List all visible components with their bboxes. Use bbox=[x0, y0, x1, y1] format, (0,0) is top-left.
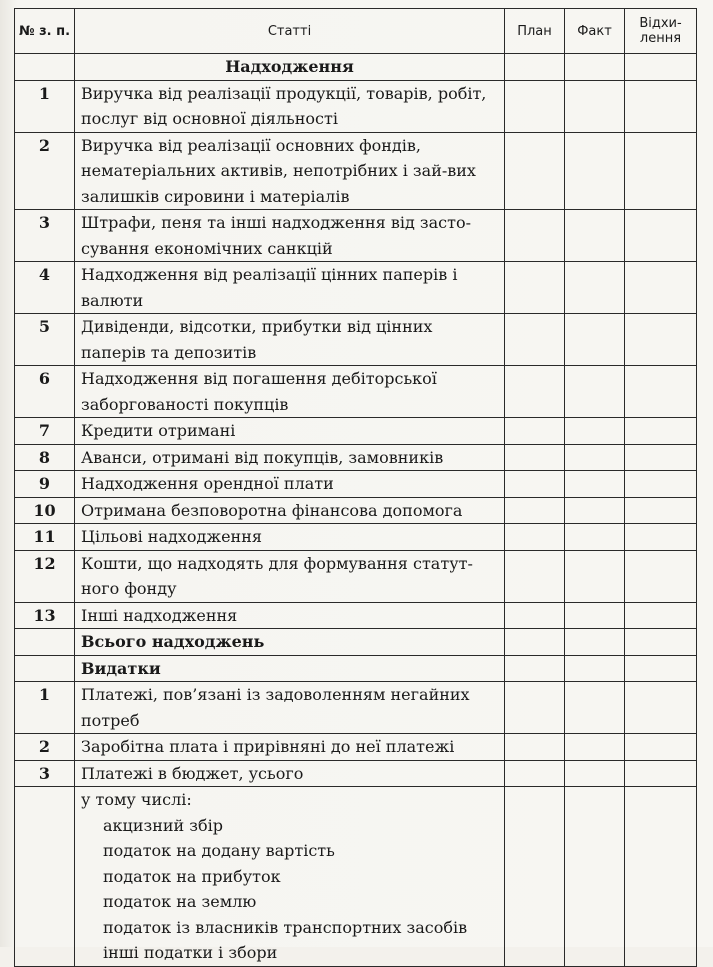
expense-row bbox=[15, 734, 697, 761]
income-row bbox=[15, 314, 697, 366]
income-deviation-cell bbox=[625, 524, 697, 551]
header-number: № з. п. bbox=[15, 9, 75, 54]
income-plan-cell bbox=[505, 524, 565, 551]
row-item-text: Кошти, що надходять для формування статут-ного фонду bbox=[75, 550, 505, 602]
total-row-income bbox=[15, 629, 697, 656]
header-fact: Факт bbox=[565, 9, 625, 54]
income-deviation-cell bbox=[625, 444, 697, 471]
income-plan-cell bbox=[505, 262, 565, 314]
row-number: 3 bbox=[15, 760, 75, 787]
income-deviation-cell bbox=[625, 418, 697, 445]
tax-item: податок на додану вартість bbox=[103, 841, 335, 860]
expense-fact-cell bbox=[565, 760, 625, 787]
income-deviation-cell bbox=[625, 210, 697, 262]
income-fact-cell bbox=[565, 262, 625, 314]
tax-deviation-cell bbox=[625, 787, 697, 967]
row-number: 7 bbox=[15, 418, 75, 445]
expense-row bbox=[15, 682, 697, 734]
expense-fact-cell bbox=[565, 734, 625, 761]
tax-breakdown-cell bbox=[75, 787, 505, 967]
row-number: 11 bbox=[15, 524, 75, 551]
income-row bbox=[15, 80, 697, 132]
income-plan-cell bbox=[505, 497, 565, 524]
section-title-income: Надходження bbox=[75, 54, 505, 81]
row-number: 12 bbox=[15, 550, 75, 602]
expense-plan-cell bbox=[505, 734, 565, 761]
income-plan-cell bbox=[505, 314, 565, 366]
row-number: 10 bbox=[15, 497, 75, 524]
row-item-text: Інші надходження bbox=[75, 602, 505, 629]
row-item-text: Штрафи, пеня та інші надходження від засто-сування економічних санкцій bbox=[75, 210, 505, 262]
header-row bbox=[15, 9, 697, 54]
tax-breakdown-row bbox=[15, 787, 697, 967]
total-deviation-cell bbox=[625, 629, 697, 656]
row-number: 1 bbox=[15, 80, 75, 132]
expense-deviation-cell bbox=[625, 682, 697, 734]
income-deviation-cell bbox=[625, 132, 697, 210]
tax-breakdown-intro: у тому числі: bbox=[81, 790, 192, 809]
income-plan-cell bbox=[505, 444, 565, 471]
row-item-text: Надходження від погашення дебіторської заборгованості покупців bbox=[75, 366, 505, 418]
tax-item: податок на землю bbox=[103, 892, 257, 911]
income-plan-cell bbox=[505, 366, 565, 418]
row-item-text: Отримана безповоротна фінансова допомога bbox=[75, 497, 505, 524]
income-fact-cell bbox=[565, 132, 625, 210]
income-plan-cell bbox=[505, 602, 565, 629]
expenses-title-fact-cell bbox=[565, 655, 625, 682]
row-item-text: Виручка від реалізації основних фондів, нематеріальних активів, непотрібних і зай-вих залишків сировини і матеріалів bbox=[75, 132, 505, 210]
income-row bbox=[15, 444, 697, 471]
income-total-label: Всього надходжень bbox=[75, 629, 505, 656]
income-row bbox=[15, 132, 697, 210]
income-plan-cell bbox=[505, 80, 565, 132]
expenses-title-deviation-cell bbox=[625, 655, 697, 682]
income-row bbox=[15, 550, 697, 602]
income-deviation-cell bbox=[625, 471, 697, 498]
row-number: 4 bbox=[15, 262, 75, 314]
header-plan: План bbox=[505, 9, 565, 54]
income-fact-cell bbox=[565, 366, 625, 418]
income-row bbox=[15, 418, 697, 445]
income-row bbox=[15, 471, 697, 498]
expense-deviation-cell bbox=[625, 734, 697, 761]
header-deviation: Відхи-лення bbox=[625, 9, 697, 54]
row-item-text: Виручка від реалізації продукції, товарів, робіт, послуг від основної діяльності bbox=[75, 80, 505, 132]
tax-plan-cell bbox=[505, 787, 565, 967]
row-item-text: Цільові надходження bbox=[75, 524, 505, 551]
row-number: 6 bbox=[15, 366, 75, 418]
income-deviation-cell bbox=[625, 497, 697, 524]
income-fact-cell bbox=[565, 524, 625, 551]
row-item-text: Дивіденди, відсотки, прибутки від цінних паперів та депозитів bbox=[75, 314, 505, 366]
income-deviation-cell bbox=[625, 80, 697, 132]
row-item-text: Кредити отримані bbox=[75, 418, 505, 445]
row-number: 3 bbox=[15, 210, 75, 262]
row-item-text: Платежі в бюджет, усього bbox=[75, 760, 505, 787]
section-title-expenses: Видатки bbox=[75, 655, 505, 682]
income-fact-cell bbox=[565, 444, 625, 471]
income-deviation-cell bbox=[625, 602, 697, 629]
row-item-text: Надходження орендної плати bbox=[75, 471, 505, 498]
income-deviation-cell bbox=[625, 314, 697, 366]
row-item-text: Аванси, отримані від покупців, замовників bbox=[75, 444, 505, 471]
income-plan-cell bbox=[505, 471, 565, 498]
income-deviation-cell bbox=[625, 550, 697, 602]
income-row bbox=[15, 524, 697, 551]
row-number: 8 bbox=[15, 444, 75, 471]
tax-fact-cell bbox=[565, 787, 625, 967]
income-fact-cell bbox=[565, 210, 625, 262]
tax-item: акцизний збір bbox=[103, 815, 224, 835]
income-fact-cell bbox=[565, 471, 625, 498]
section-row-expenses bbox=[15, 655, 697, 682]
expenses-title-plan-cell bbox=[505, 655, 565, 682]
income-fact-cell bbox=[565, 497, 625, 524]
income-plan-cell bbox=[505, 550, 565, 602]
income-row bbox=[15, 366, 697, 418]
section-row-income bbox=[15, 54, 697, 81]
tax-item: податок на прибуток bbox=[103, 866, 281, 886]
income-fact-cell bbox=[565, 602, 625, 629]
expense-fact-cell bbox=[565, 682, 625, 734]
row-number: 2 bbox=[15, 132, 75, 210]
row-number: 9 bbox=[15, 471, 75, 498]
row-number: 2 bbox=[15, 734, 75, 761]
header-items: Статті bbox=[75, 9, 505, 54]
row-number: 13 bbox=[15, 602, 75, 629]
income-plan-cell bbox=[505, 132, 565, 210]
income-deviation-cell bbox=[625, 366, 697, 418]
income-fact-cell bbox=[565, 80, 625, 132]
income-fact-cell bbox=[565, 550, 625, 602]
row-item-text: Надходження від реалізації цінних паперів і валюти bbox=[75, 262, 505, 314]
expense-plan-cell bbox=[505, 760, 565, 787]
cash-budget-table bbox=[14, 8, 697, 967]
income-deviation-cell bbox=[625, 262, 697, 314]
row-item-text: Заробітна плата і прирівняні до неї платежі bbox=[75, 734, 505, 761]
income-row bbox=[15, 210, 697, 262]
income-fact-cell bbox=[565, 314, 625, 366]
total-plan-cell bbox=[505, 629, 565, 656]
income-plan-cell bbox=[505, 210, 565, 262]
total-fact-cell bbox=[565, 629, 625, 656]
tax-item: податок із власників транспортних засобів bbox=[103, 917, 468, 937]
row-item-text: Платежі, пов’язані із задоволенням негайних потреб bbox=[75, 682, 505, 734]
expense-plan-cell bbox=[505, 682, 565, 734]
expense-row bbox=[15, 760, 697, 787]
income-plan-cell bbox=[505, 418, 565, 445]
income-row bbox=[15, 602, 697, 629]
expense-deviation-cell bbox=[625, 760, 697, 787]
row-number: 1 bbox=[15, 682, 75, 734]
income-fact-cell bbox=[565, 418, 625, 445]
tax-item: інші податки і збори bbox=[103, 943, 278, 962]
row-number: 5 bbox=[15, 314, 75, 366]
income-row bbox=[15, 262, 697, 314]
income-row bbox=[15, 497, 697, 524]
